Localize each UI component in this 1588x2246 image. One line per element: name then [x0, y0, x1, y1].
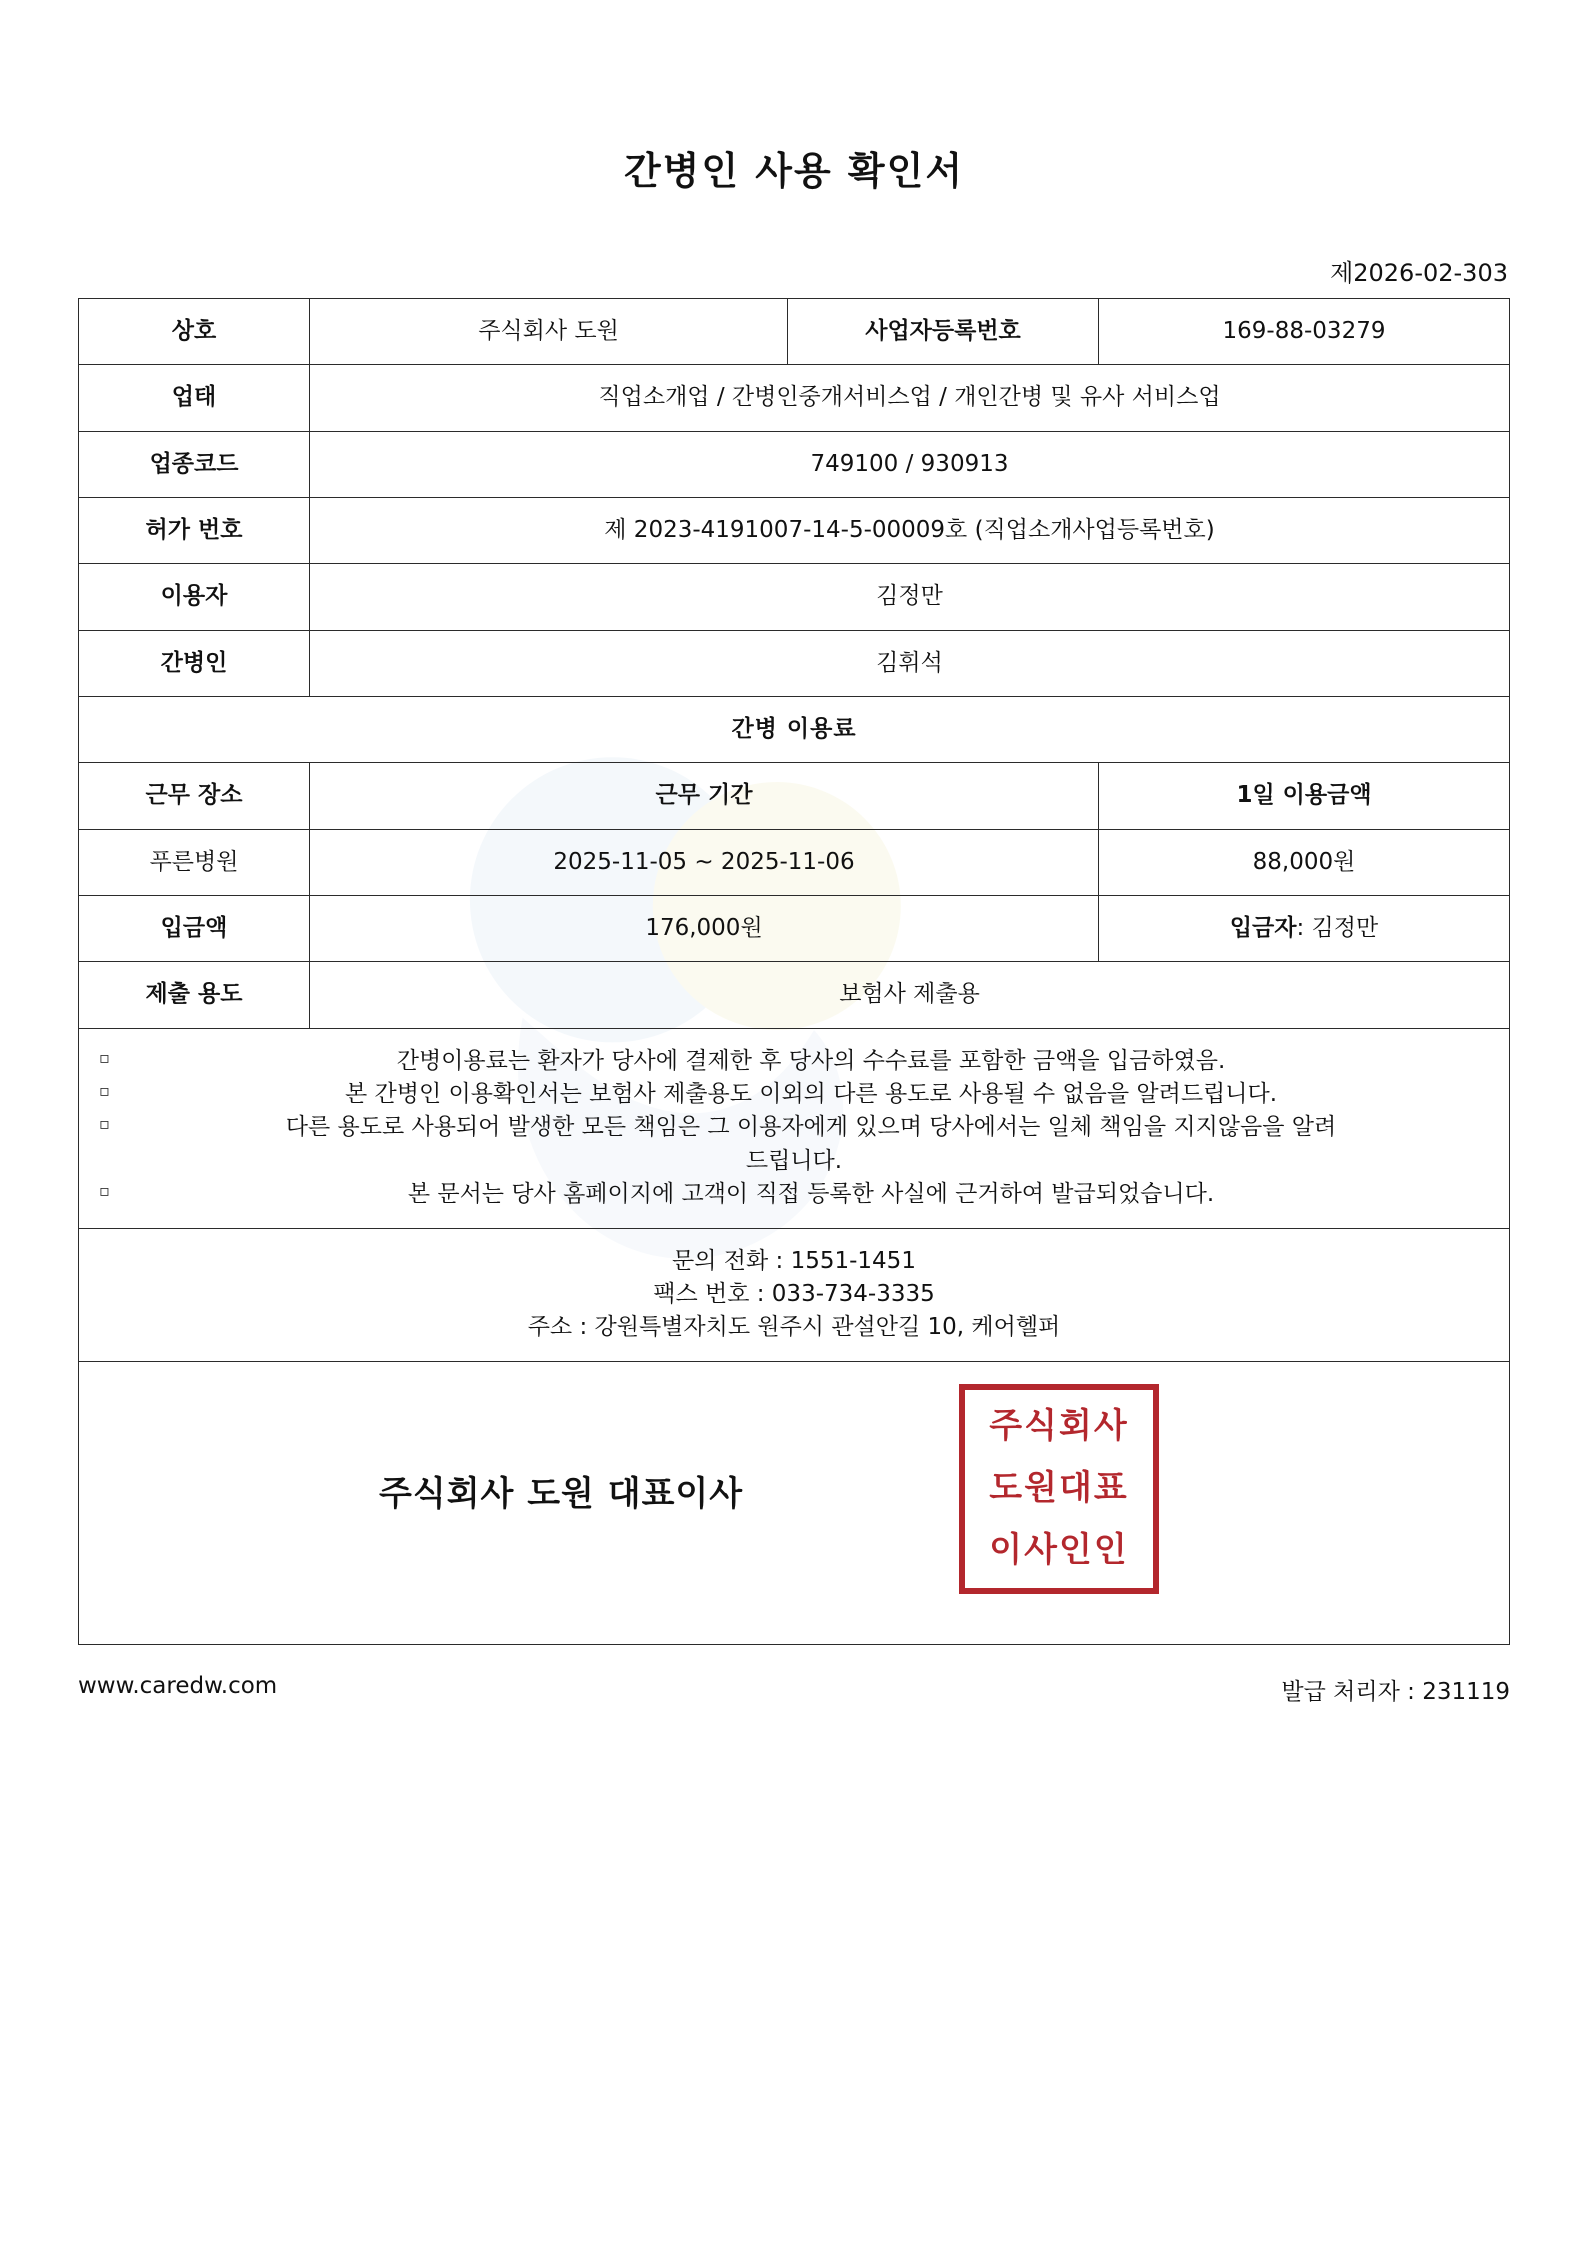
bullet-icon: ▫	[99, 1181, 110, 1201]
table-row-caregiver	[79, 630, 1510, 696]
table-row-fee-heading	[79, 697, 1510, 763]
value-business-type: 직업소개업 / 간병인중개서비스업 / 개인간병 및 유사 서비스업	[310, 365, 1510, 431]
stamp-line-2: 도원대표	[989, 1467, 1129, 1508]
note-text: 간병이용료는 환자가 당사에 결제한 후 당사의 수수료를 포함한 금액을 입금하였음.	[396, 1047, 1226, 1074]
table-row-notes	[79, 1028, 1510, 1228]
table-row-user	[79, 564, 1510, 630]
label-purpose: 제출 용도	[79, 962, 310, 1028]
signature-block	[79, 1361, 1510, 1644]
notes-block	[79, 1028, 1510, 1228]
value-caregiver: 김휘석	[310, 630, 1510, 696]
bullet-icon: ▫	[99, 1047, 110, 1067]
page-footer	[78, 1673, 1510, 1706]
table-row-purpose	[79, 962, 1510, 1028]
contact-block	[79, 1228, 1510, 1361]
value-industry-code: 749100 / 930913	[310, 431, 1510, 497]
footer-website[interactable]: www.caredw.com	[78, 1672, 278, 1699]
table-row-contact	[79, 1228, 1510, 1361]
table-row-license-number	[79, 498, 1510, 564]
column-header-daily-fee: 1일 이용금액	[1099, 763, 1510, 829]
label-deposit: 입금액	[79, 896, 310, 962]
table-row-fee-headers	[79, 763, 1510, 829]
stamp-line-3: 이사인인	[989, 1529, 1129, 1570]
note-item	[89, 1178, 1499, 1211]
value-depositor	[1099, 896, 1510, 962]
table-row-deposit	[79, 896, 1510, 962]
note-item	[89, 1078, 1499, 1111]
note-text: 본 간병인 이용확인서는 보험사 제출용도 이외의 다른 용도로 사용될 수 없음을 알려드립니다.	[344, 1081, 1278, 1108]
label-license-number: 허가 번호	[79, 498, 310, 564]
page-title: 간병인 사용 확인서	[623, 149, 965, 193]
table-row-business-type	[79, 365, 1510, 431]
label-industry-code: 업종코드	[79, 431, 310, 497]
table-row-signature	[79, 1361, 1510, 1644]
label-business-type: 업태	[79, 365, 310, 431]
contact-fax: 팩스 번호 : 033-734-3335	[653, 1280, 935, 1307]
note-text: 본 문서는 당사 홈페이지에 고객이 직접 등록한 사실에 근거하여 발급되었습니다.	[407, 1181, 1215, 1208]
label-business-number: 사업자등록번호	[788, 299, 1099, 365]
note-item	[89, 1111, 1499, 1144]
depositor-name: : 김정만	[1296, 915, 1379, 942]
signature-name: 주식회사 도원 대표이사	[379, 1473, 744, 1514]
table-row-company	[79, 299, 1510, 365]
note-continuation: 드립니다.	[745, 1147, 843, 1174]
value-purpose: 보험사 제출용	[310, 962, 1510, 1028]
company-seal-stamp	[959, 1384, 1159, 1594]
column-header-period: 근무 기간	[310, 763, 1099, 829]
bullet-icon: ▫	[99, 1081, 110, 1101]
label-user: 이용자	[79, 564, 310, 630]
bullet-icon: ▫	[99, 1114, 110, 1134]
contact-phone: 문의 전화 : 1551-1451	[672, 1247, 916, 1274]
label-caregiver: 간병인	[79, 630, 310, 696]
label-company-name: 상호	[79, 299, 310, 365]
footer-issuer: 발급 처리자 : 231119	[1281, 1678, 1510, 1705]
note-item	[89, 1045, 1499, 1078]
value-business-number: 169-88-03279	[1099, 299, 1510, 365]
table-row-industry-code	[79, 431, 1510, 497]
document-number: 제2026-02-303	[1330, 259, 1508, 287]
section-title-fee: 간병 이용료	[79, 697, 1510, 763]
stamp-line-1: 주식회사	[989, 1405, 1129, 1446]
value-license-number: 제 2023-4191007-14-5-00009호 (직업소개사업등록번호)	[310, 498, 1510, 564]
value-deposit-amount: 176,000원	[310, 896, 1099, 962]
table-row-fee-values	[79, 829, 1510, 895]
value-company-name: 주식회사 도원	[310, 299, 788, 365]
contact-address: 주소 : 강원특별자치도 원주시 관설안길 10, 케어헬퍼	[527, 1314, 1061, 1341]
value-period: 2025-11-05 ~ 2025-11-06	[310, 829, 1099, 895]
column-header-workplace: 근무 장소	[79, 763, 310, 829]
note-text: 다른 용도로 사용되어 발생한 모든 책임은 그 이용자에게 있으며 당사에서는 일체 책임을 지지않음을 알려	[285, 1114, 1337, 1141]
value-workplace: 푸른병원	[79, 829, 310, 895]
certificate-table	[78, 298, 1510, 1645]
label-depositor: 입금자	[1229, 915, 1297, 942]
value-user: 김정만	[310, 564, 1510, 630]
value-daily-fee: 88,000원	[1099, 829, 1510, 895]
